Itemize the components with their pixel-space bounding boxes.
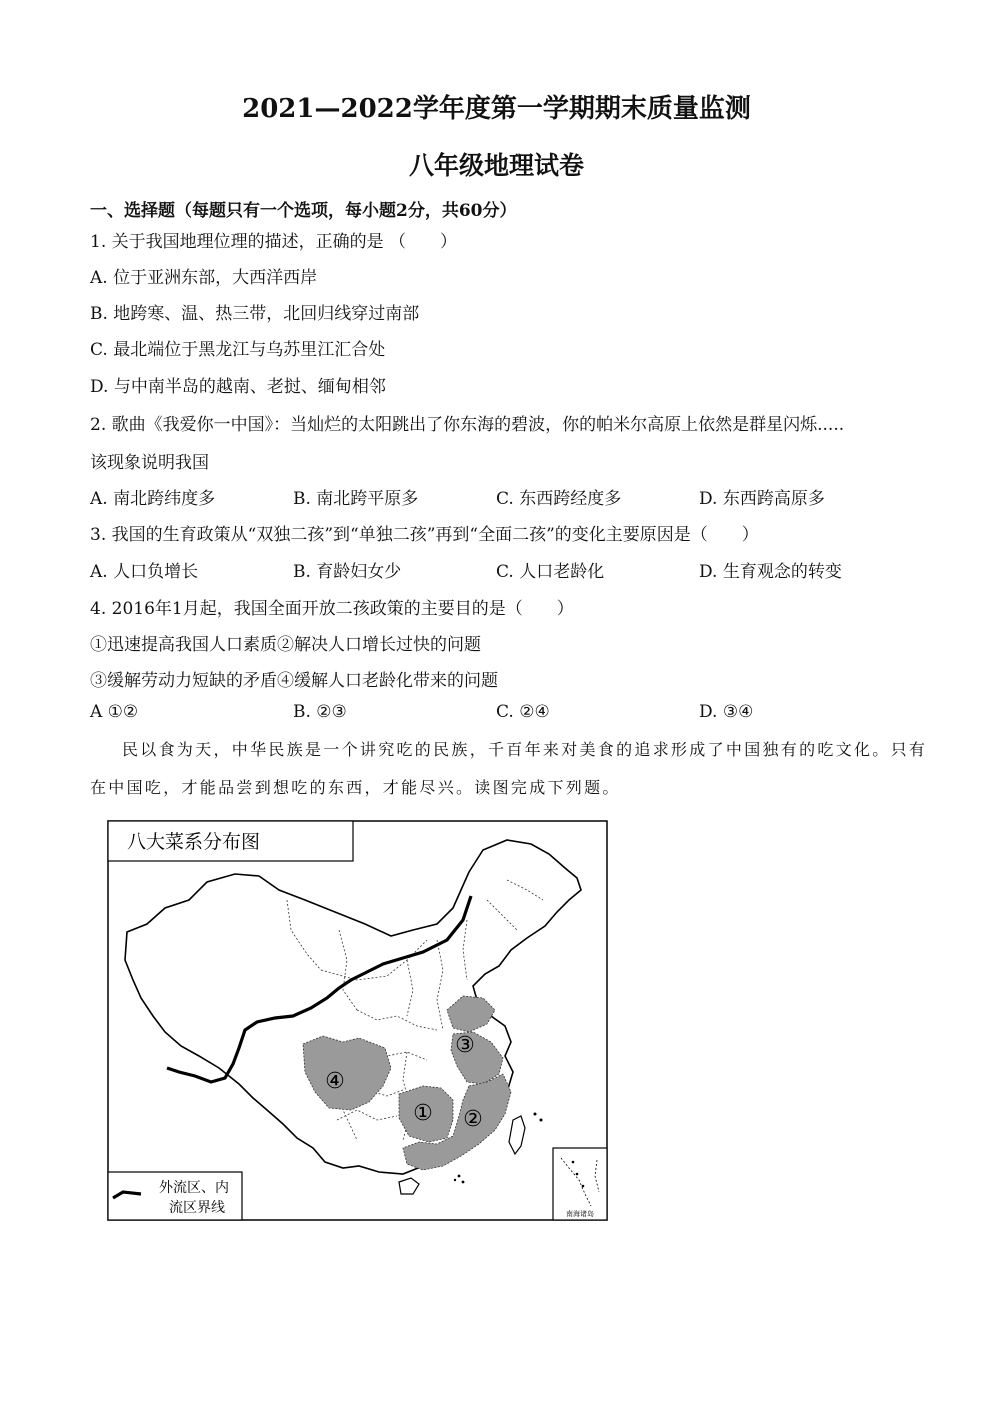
cuisine-distribution-map: [107, 820, 609, 1222]
q2-option-d: D. 东西跨高原多: [699, 489, 825, 509]
q1-stem: 1. 关于我国地理位理的描述，正确的是 （ ）: [90, 232, 458, 252]
reading-passage: [90, 731, 928, 807]
q2-option-c: C. 东西跨经度多: [496, 489, 622, 509]
passage-line-2: 在中国吃，才能品尝到想吃的东西，才能尽兴。读图完成下列题。: [90, 778, 621, 797]
section-heading: 一、选择题（每题只有一个选项，每小题2分，共60分）: [90, 201, 517, 221]
legend-label-line-1: 外流区、内: [159, 1180, 229, 1196]
q4-statement-2: ③缓解劳动力短缺的矛盾④缓解人口老龄化带来的问题: [90, 671, 498, 691]
q4-statement-1: ①迅速提高我国人口素质②解决人口增长过快的问题: [90, 635, 481, 655]
q3-option-d: D. 生育观念的转变: [699, 562, 842, 582]
q1-option-a: A. 位于亚洲东部，大西洋西岸: [90, 268, 318, 288]
map-title: 八大菜系分布图: [127, 831, 261, 853]
label-region-2: ②: [463, 1107, 483, 1132]
q4-option-d: D. ③④: [699, 702, 754, 722]
exam-subtitle: 八年级地理试卷: [408, 151, 584, 180]
passage-line-1: 民以食为天，中华民族是一个讲究吃的民族，千百年来对美食的追求形成了中国独有的吃文化。只有: [122, 740, 928, 759]
q3-option-a: A. 人口负增长: [90, 562, 199, 582]
inset-caption: 南海诸岛: [566, 1210, 594, 1218]
q3-option-b: B. 育龄妇女少: [293, 562, 402, 582]
exam-title: 2021—2022学年度第一学期期末质量监测: [242, 94, 751, 124]
q4-stem: 4. 2016年1月起，我国全面开放二孩政策的主要目的是（ ）: [90, 599, 574, 619]
q4-option-a: A ①②: [90, 702, 139, 722]
q1-option-d: D. 与中南半岛的越南、老挝、缅甸相邻: [90, 377, 386, 397]
label-region-1: ①: [413, 1101, 433, 1126]
q2-stem: 2. 歌曲《我爱你一中国》：当灿烂的太阳跳出了你东海的碧波，你的帕米尔高原上依然是群星闪烁.....: [90, 415, 845, 435]
q4-option-c: C. ②④: [496, 702, 550, 722]
q3-option-c: C. 人口老龄化: [496, 562, 605, 582]
label-region-4: ④: [325, 1069, 345, 1094]
q2-option-a: A. 南北跨纬度多: [90, 489, 216, 509]
q2-option-b: B. 南北跨平原多: [293, 489, 419, 509]
label-region-3: ③: [455, 1033, 475, 1058]
q2-stem-continued: 该现象说明我国: [90, 453, 209, 473]
q3-stem: 3. 我国的生育政策从“双独二孩”到“单独二孩”再到“全面二孩”的变化主要原因是（ ）: [90, 525, 759, 545]
q1-option-b: B. 地跨寒、温、热三带，北回归线穿过南部: [90, 304, 420, 324]
q1-option-c: C. 最北端位于黑龙江与乌苏里江汇合处: [90, 340, 386, 360]
legend-label-line-2: 流区界线: [169, 1200, 225, 1216]
q4-option-b: B. ②③: [293, 702, 347, 722]
